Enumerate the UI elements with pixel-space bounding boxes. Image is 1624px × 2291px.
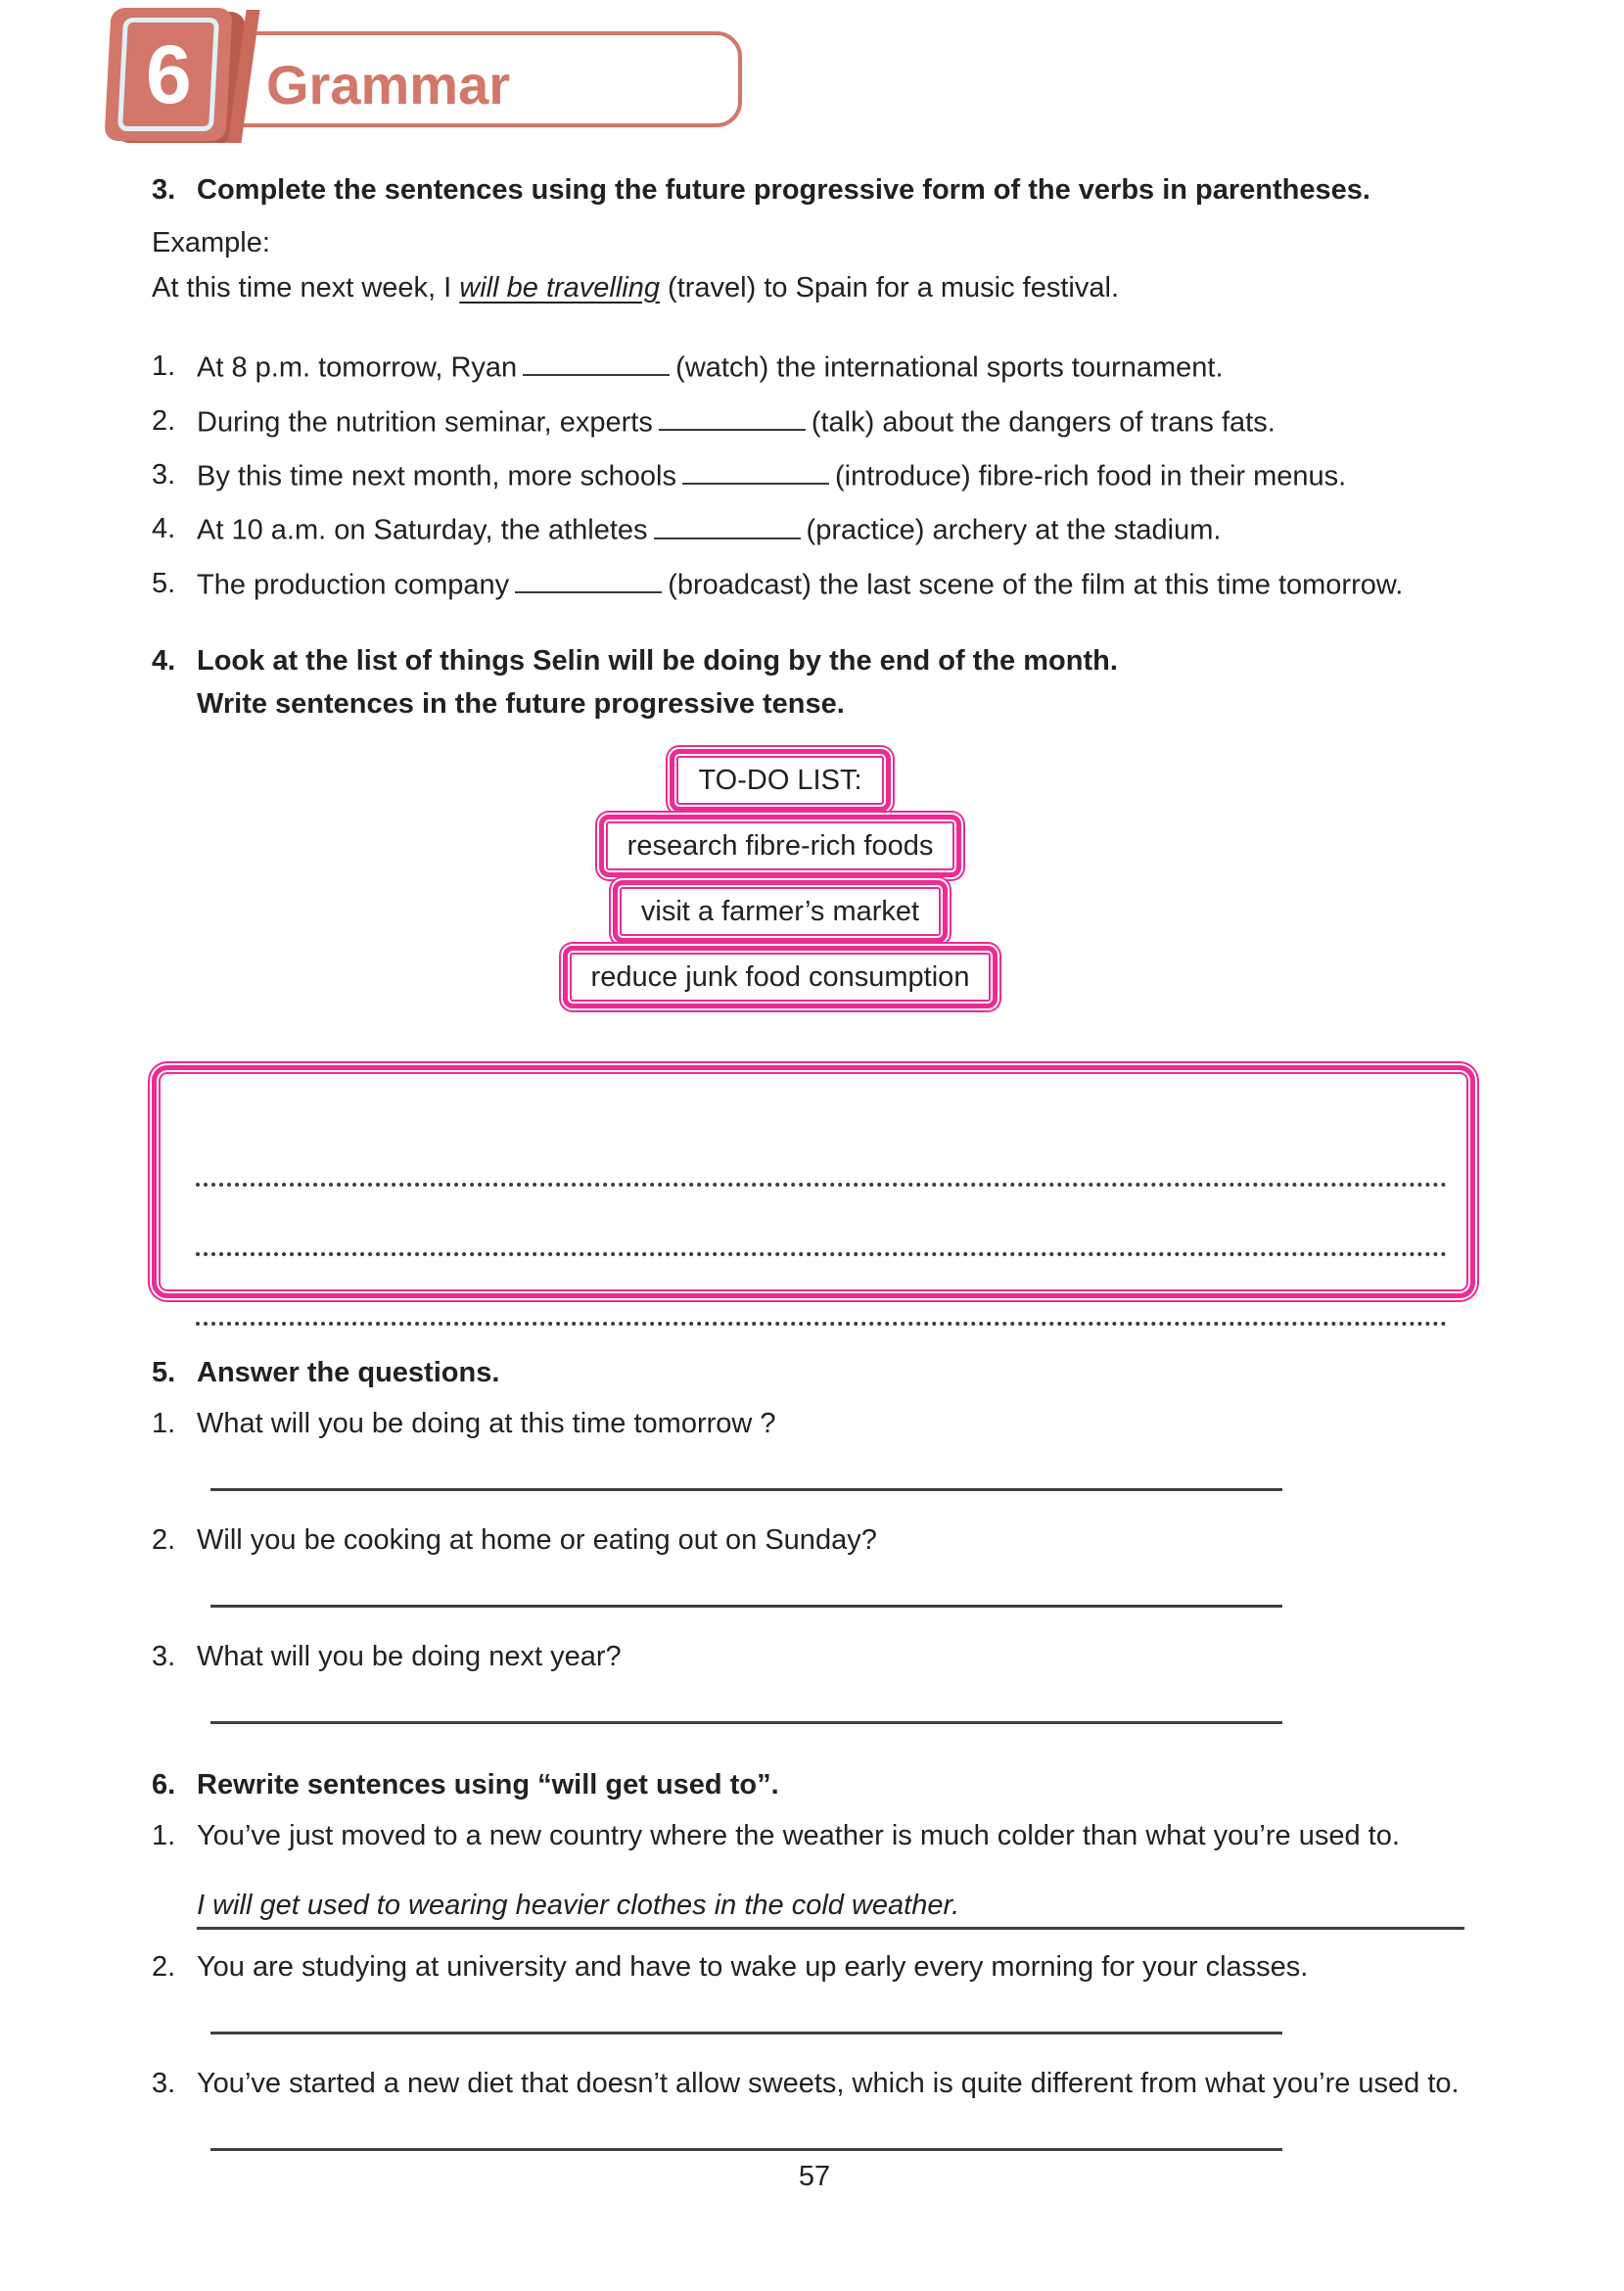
dotted-writing-line xyxy=(196,1256,1447,1326)
item-number: 4. xyxy=(152,513,176,545)
answer-line xyxy=(210,1488,1282,1491)
item-text-before: During the nutrition seminar, experts xyxy=(197,405,653,438)
question-text: What will you be doing at this time tomorrow ? xyxy=(197,1408,776,1440)
answer-blank xyxy=(654,509,801,538)
rewrite-item xyxy=(152,1816,1477,1855)
dotted-writing-line xyxy=(196,1117,1447,1187)
todo-item-box: visit a farmer’s market xyxy=(613,880,948,943)
question-text: Will you be cooking at home or eating out on Sunday? xyxy=(197,1524,877,1557)
answer-blank xyxy=(659,401,806,431)
writing-answer-box xyxy=(152,1065,1475,1298)
item-text xyxy=(197,347,1477,387)
exercise-3-title xyxy=(152,170,1477,210)
fill-item xyxy=(152,455,1477,495)
exercise-5 xyxy=(152,1353,1477,1724)
todo-list xyxy=(152,749,1409,1008)
question-item xyxy=(152,1404,1477,1443)
exercise-title-text: Look at the list of things Selin will be doing by the end of the month. xyxy=(197,645,1118,678)
question-text: What will you be doing next year? xyxy=(197,1641,622,1673)
item-text: You’ve started a new diet that doesn’t allow sweets, which is quite different from what you’re used to. xyxy=(197,2067,1460,2099)
question-number: 1. xyxy=(152,1408,176,1440)
item-number: 1. xyxy=(152,1820,176,1852)
exercise-3 xyxy=(152,170,1477,604)
example-suffix: (travel) to Spain for a music festival. xyxy=(660,272,1119,304)
item-text-after: (broadcast) the last scene of the film at this time tomorrow. xyxy=(668,569,1404,601)
exercise-number: 3. xyxy=(152,174,176,206)
page-content xyxy=(152,170,1477,2196)
page-number: 57 xyxy=(798,2160,831,2192)
todo-list-header-box: TO-DO LIST: xyxy=(670,749,890,812)
item-text xyxy=(197,455,1477,495)
answer-line xyxy=(210,2032,1282,2034)
todo-item-box: reduce junk food consumption xyxy=(563,946,998,1008)
item-text-after: (talk) about the dangers of trans fats. xyxy=(811,405,1276,438)
item-text: You’ve just moved to a new country where the weather is much colder than what you’re used to. xyxy=(197,1820,1400,1852)
item-number: 5. xyxy=(152,567,176,599)
unit-header xyxy=(0,0,1624,147)
item-text-after: (practice) archery at the stadium. xyxy=(806,514,1222,546)
item-text-before: At 8 p.m. tomorrow, Ryan xyxy=(197,351,518,384)
dotted-writing-line xyxy=(196,1187,1447,1256)
page-title: Grammar xyxy=(266,54,511,116)
item-text-before: The production company xyxy=(197,569,510,601)
fill-item xyxy=(152,509,1477,549)
question-item xyxy=(152,1520,1477,1560)
unit-number: 6 xyxy=(145,28,192,120)
answer-line xyxy=(210,2148,1282,2151)
exercise-4-title xyxy=(152,641,1477,680)
exercise-title-text: Answer the questions. xyxy=(197,1357,500,1389)
item-number: 3. xyxy=(152,2067,176,2099)
exercise-3-items xyxy=(152,347,1477,604)
item-text xyxy=(197,401,1477,442)
item-number: 2. xyxy=(152,1950,176,1983)
model-answer-line: I will get used to wearing heavier clothes in the cold weather. xyxy=(197,1886,1464,1930)
unit-badge-frame xyxy=(117,18,219,131)
question-number: 2. xyxy=(152,1524,176,1557)
question-number: 3. xyxy=(152,1641,176,1673)
item-number: 1. xyxy=(152,351,176,383)
exercise-4 xyxy=(152,641,1477,1298)
item-text-after: (introduce) fibre-rich food in their menus. xyxy=(834,460,1347,492)
rewrite-item xyxy=(152,2064,1477,2103)
exercise-6 xyxy=(152,1765,1477,2150)
rewrite-item xyxy=(152,1947,1477,1987)
exercise-title-text: Rewrite sentences using “will get used to”. xyxy=(197,1769,779,1801)
exercise-title-line2: Write sentences in the future progressive tense. xyxy=(197,688,845,721)
exercise-5-title xyxy=(152,1353,1477,1392)
answer-blank xyxy=(515,564,662,593)
answer-line xyxy=(210,1721,1282,1724)
fill-item xyxy=(152,564,1477,604)
answer-blank xyxy=(523,347,670,376)
fill-item xyxy=(152,347,1477,387)
exercise-number: 4. xyxy=(152,645,176,678)
answer-line xyxy=(210,1605,1282,1608)
unit-badge xyxy=(104,8,232,141)
item-text-after: (watch) the international sports tournament. xyxy=(675,351,1224,384)
exercise-title-text: Complete the sentences using the future progressive form of the verbs in parentheses. xyxy=(197,174,1370,206)
item-text-before: At 10 a.m. on Saturday, the athletes xyxy=(197,514,648,546)
exercise-number: 5. xyxy=(152,1357,176,1389)
item-number: 2. xyxy=(152,404,176,437)
example-prefix: At this time next week, I xyxy=(152,272,460,304)
item-text-before: By this time next month, more schools xyxy=(197,460,676,492)
todo-item-box: research fibre-rich foods xyxy=(599,815,962,877)
question-item xyxy=(152,1637,1477,1676)
item-text xyxy=(197,509,1477,549)
exercise-6-title xyxy=(152,1765,1477,1804)
item-text: You are studying at university and have to wake up early every morning for your classes. xyxy=(197,1950,1309,1983)
fill-item xyxy=(152,401,1477,442)
answer-blank xyxy=(682,455,829,485)
item-number: 3. xyxy=(152,458,176,491)
exercise-number: 6. xyxy=(152,1769,176,1801)
example-label: Example: xyxy=(152,227,270,259)
example-answer: will be travelling xyxy=(459,272,660,304)
item-text xyxy=(197,564,1477,604)
example-sentence xyxy=(152,268,1477,307)
